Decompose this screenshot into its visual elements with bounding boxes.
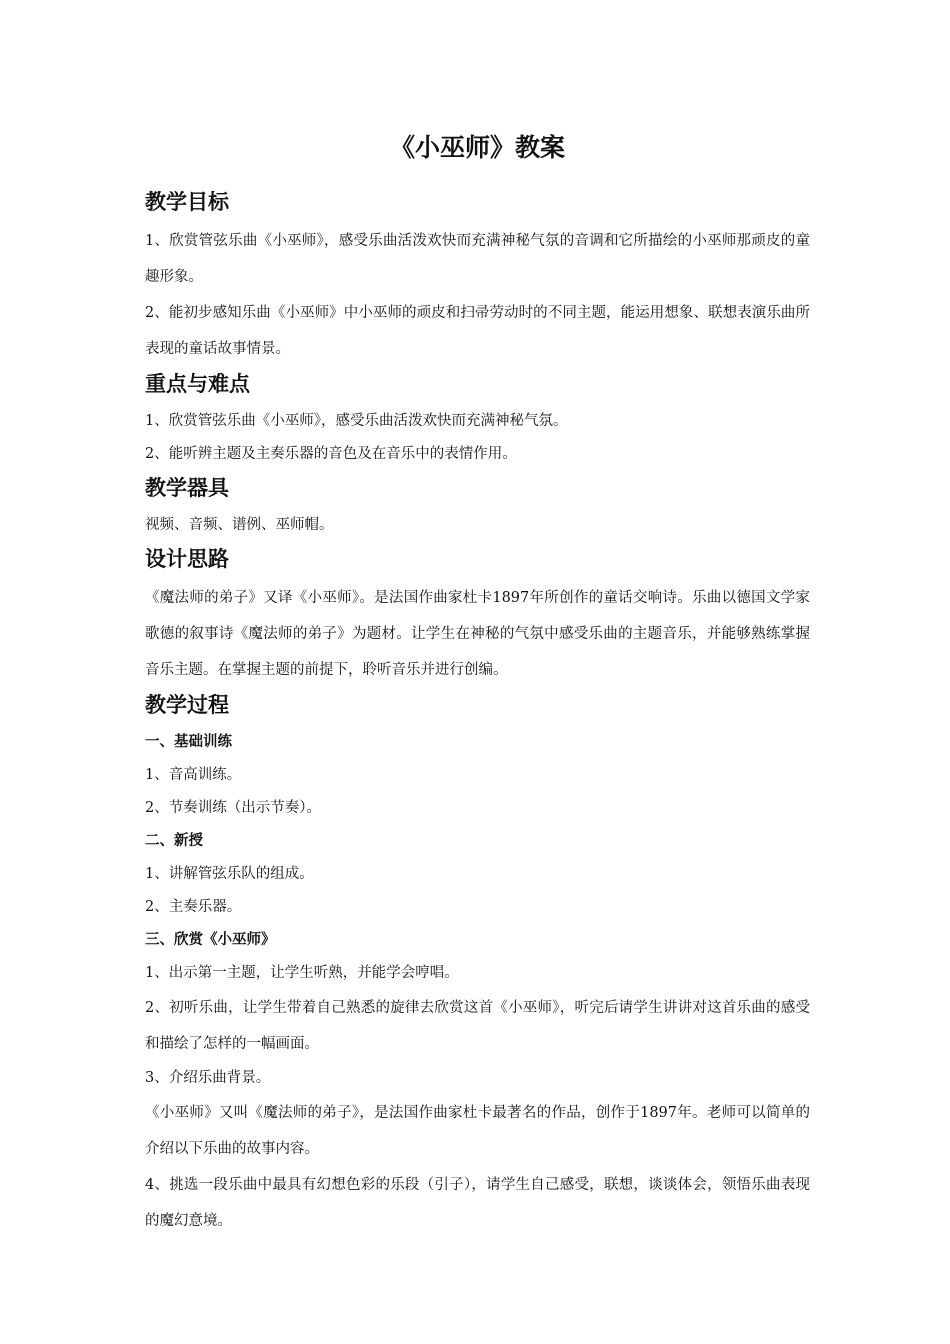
process-item: 1、出示第一主题，让学生听熟，并能学会哼唱。 (145, 965, 459, 981)
tools-text: 视频、音频、谱例、巫师帽。 (145, 517, 334, 533)
process-item: 1、音高训练。 (145, 767, 242, 783)
section-heading-keypoints: 重点与难点 (145, 372, 250, 396)
keypoint-item: 1、欣赏管弦乐曲《小巫师》，感受乐曲活泼欢快而充满神秘气氛。 (145, 413, 568, 429)
process-item: 2、节奏训练（出示节奏）。 (145, 800, 321, 816)
process-item: 2、主奏乐器。 (145, 899, 242, 915)
process-item: 2、初听乐曲，让学生带着自己熟悉的旋律去欣赏这首《小巫师》，听完后请学生讲讲对这首乐曲的感受和描绘了怎样的一幅画面。 (145, 1000, 810, 1052)
subheading-part3: 三、欣赏《小巫师》 (145, 932, 276, 948)
section-heading-process: 教学过程 (145, 693, 229, 717)
section-heading-design: 设计思路 (145, 547, 229, 571)
process-item: 《小巫师》又叫《魔法师的弟子》，是法国作曲家杜卡最著名的作品，创作于1897年。老师可以简单的介绍以下乐曲的故事内容。 (145, 1105, 810, 1157)
process-item: 4、挑选一段乐曲中最具有幻想色彩的乐段（引子），请学生自己感受，联想，谈谈体会，领悟乐曲表现的魔幻意境。 (145, 1177, 810, 1229)
subheading-part2: 二、新授 (145, 833, 203, 849)
section-heading-goals: 教学目标 (145, 190, 229, 214)
process-item: 1、讲解管弦乐队的组成。 (145, 866, 314, 882)
goal-item: 1、欣赏管弦乐曲《小巫师》，感受乐曲活泼欢快而充满神秘气氛的音调和它所描绘的小巫师那顽皮的童趣形象。 (145, 233, 810, 285)
process-item: 3、介绍乐曲背景。 (145, 1070, 271, 1086)
design-text: 《魔法师的弟子》又译《小巫师》。是法国作曲家杜卡1897年所创作的童话交响诗。乐曲以德国文学家歌德的叙事诗《魔法师的弟子》为题材。让学生在神秘的气氛中感受乐曲的主题音乐，并能够熟练掌握音乐主题。在掌握主题的前提下，聆听音乐并进行创编。 (145, 590, 810, 678)
document-title: 《小巫师》教案 (389, 133, 565, 162)
document-body (145, 128, 810, 1239)
subheading-part1: 一、基础训练 (145, 734, 232, 750)
keypoint-item: 2、能听辨主题及主奏乐器的音色及在音乐中的表情作用。 (145, 446, 517, 462)
goal-item: 2、能初步感知乐曲《小巫师》中小巫师的顽皮和扫帚劳动时的不同主题，能运用想象、联想表演乐曲所表现的童话故事情景。 (145, 305, 810, 357)
section-heading-tools: 教学器具 (145, 476, 229, 500)
